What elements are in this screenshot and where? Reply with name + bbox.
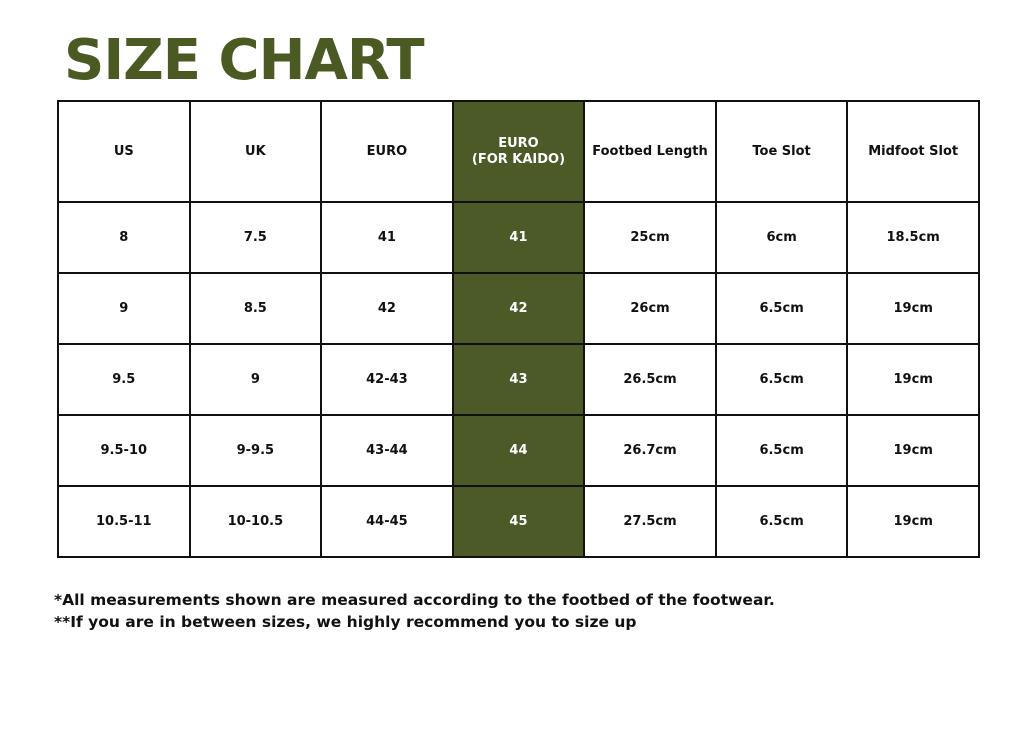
cell-midfoot-slot: 19cm xyxy=(847,486,979,557)
footnote-size-up: **If you are in between sizes, we highly recommend you to size up xyxy=(54,613,637,631)
header-label: Toe Slot xyxy=(752,143,811,159)
size-chart-table xyxy=(57,100,980,558)
cell-uk: 8.5 xyxy=(190,273,322,344)
header-label: Footbed Length xyxy=(592,143,708,159)
cell-euro: 42-43 xyxy=(321,344,453,415)
cell-midfoot-slot: 18.5cm xyxy=(847,202,979,273)
header-euro xyxy=(321,101,453,202)
header-label: EURO xyxy=(498,135,539,151)
cell-us: 9 xyxy=(58,273,190,344)
cell-us: 8 xyxy=(58,202,190,273)
cell-euro-kaido: 44 xyxy=(453,415,585,486)
table-row xyxy=(58,344,979,415)
header-euro-kaido xyxy=(453,101,585,202)
page-title: SIZE CHART xyxy=(64,28,424,93)
header-label: UK xyxy=(245,143,266,159)
cell-toe-slot: 6cm xyxy=(716,202,848,273)
cell-euro-kaido: 42 xyxy=(453,273,585,344)
cell-toe-slot: 6.5cm xyxy=(716,273,848,344)
table-row xyxy=(58,202,979,273)
cell-us: 9.5-10 xyxy=(58,415,190,486)
header-footbed-length xyxy=(584,101,716,202)
header-label: EURO xyxy=(366,143,408,159)
cell-midfoot-slot: 19cm xyxy=(847,344,979,415)
header-midfoot-slot xyxy=(847,101,979,202)
table-header-row xyxy=(58,101,979,202)
table-row xyxy=(58,273,979,344)
cell-euro: 42 xyxy=(321,273,453,344)
cell-midfoot-slot: 19cm xyxy=(847,273,979,344)
cell-euro-kaido: 43 xyxy=(453,344,585,415)
header-label: US xyxy=(113,143,134,159)
cell-euro-kaido: 41 xyxy=(453,202,585,273)
header-uk xyxy=(190,101,322,202)
cell-footbed-length: 26cm xyxy=(584,273,716,344)
cell-euro-kaido: 45 xyxy=(453,486,585,557)
cell-uk: 7.5 xyxy=(190,202,322,273)
table-row xyxy=(58,486,979,557)
cell-us: 10.5-11 xyxy=(58,486,190,557)
cell-uk: 10-10.5 xyxy=(190,486,322,557)
table-row xyxy=(58,415,979,486)
cell-uk: 9 xyxy=(190,344,322,415)
cell-uk: 9-9.5 xyxy=(190,415,322,486)
cell-us: 9.5 xyxy=(58,344,190,415)
cell-euro: 41 xyxy=(321,202,453,273)
header-sublabel: (FOR KAIDO) xyxy=(471,151,566,167)
header-us xyxy=(58,101,190,202)
cell-footbed-length: 25cm xyxy=(584,202,716,273)
header-label: Midfoot Slot xyxy=(868,143,959,159)
header-toe-slot xyxy=(716,101,848,202)
cell-footbed-length: 27.5cm xyxy=(584,486,716,557)
cell-euro: 44-45 xyxy=(321,486,453,557)
cell-footbed-length: 26.7cm xyxy=(584,415,716,486)
cell-toe-slot: 6.5cm xyxy=(716,344,848,415)
cell-toe-slot: 6.5cm xyxy=(716,486,848,557)
cell-toe-slot: 6.5cm xyxy=(716,415,848,486)
footnote-measurements: *All measurements shown are measured according to the footbed of the footwear. xyxy=(54,591,775,609)
cell-midfoot-slot: 19cm xyxy=(847,415,979,486)
cell-euro: 43-44 xyxy=(321,415,453,486)
footnotes xyxy=(54,589,775,633)
cell-footbed-length: 26.5cm xyxy=(584,344,716,415)
